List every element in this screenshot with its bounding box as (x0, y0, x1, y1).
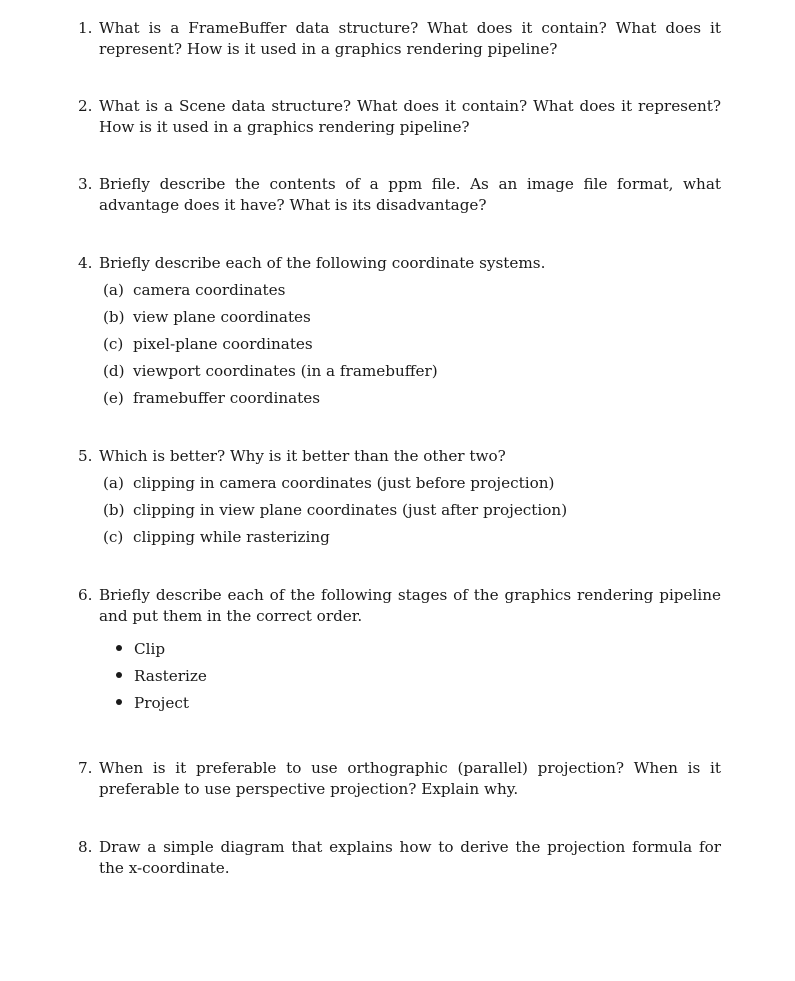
question-text: What is a Scene data structure? What does it contain? What does it represent? How is it used in a graphics rendering pipeline? (99, 97, 721, 136)
part-text: clipping in camera coordinates (just before projection) (133, 474, 555, 492)
question-1 (78, 18, 721, 59)
question-4-part-d (103, 361, 438, 382)
question-5-part-b (103, 500, 567, 521)
question-text: Which is better? Why is it better than the other two? (99, 447, 506, 465)
question-text: Briefly describe each of the following coordinate systems. (99, 254, 546, 272)
question-number: 1. (78, 19, 93, 37)
question-5-part-c (103, 527, 330, 548)
part-text: view plane coordinates (133, 308, 311, 326)
part-label: (e) (103, 389, 124, 407)
question-2 (78, 96, 721, 137)
part-label: (c) (103, 528, 124, 546)
bullet-item-rasterize (116, 666, 207, 687)
bullet-text: Clip (134, 640, 166, 658)
question-number: 5. (78, 447, 93, 465)
question-4-part-c (103, 334, 313, 355)
question-number: 8. (78, 838, 93, 856)
part-label: (b) (103, 308, 125, 326)
question-text: Briefly describe each of the following stages of the graphics rendering pipeline and put them in the correct order. (99, 586, 721, 625)
question-text: Briefly describe the contents of a ppm file. As an image file format, what advantage does it have? What is its disadvantage? (99, 175, 721, 214)
question-3 (78, 174, 721, 215)
question-4-part-a (103, 280, 285, 301)
part-text: viewport coordinates (in a framebuffer) (133, 362, 438, 380)
bullet-item-clip (116, 639, 165, 660)
question-number: 7. (78, 759, 93, 777)
question-number: 6. (78, 586, 93, 604)
bullet-text: Rasterize (134, 667, 207, 685)
bullet-text: Project (134, 694, 189, 712)
part-label: (a) (103, 281, 124, 299)
question-text: What is a FrameBuffer data structure? What does it contain? What does it represent? How is it used in a graphics rendering pipeline? (99, 19, 721, 58)
question-4-part-e (103, 388, 320, 409)
question-text: When is it preferable to use orthographic (parallel) projection? When is it preferable to use perspective projection? Explain why. (99, 759, 721, 798)
question-7 (78, 758, 721, 799)
bullet-icon (116, 699, 122, 705)
bullet-icon (116, 645, 122, 651)
question-6 (78, 585, 721, 626)
part-text: clipping while rasterizing (133, 528, 330, 546)
question-5-part-a (103, 473, 554, 494)
part-text: pixel-plane coordinates (133, 335, 313, 353)
question-8 (78, 837, 721, 878)
part-text: camera coordinates (133, 281, 286, 299)
question-4 (78, 253, 721, 274)
question-number: 3. (78, 175, 93, 193)
question-number: 4. (78, 254, 93, 272)
question-5 (78, 446, 721, 467)
part-label: (d) (103, 362, 125, 380)
question-text: Draw a simple diagram that explains how to derive the projection formula for the x-coordinate. (99, 838, 721, 877)
part-text: clipping in view plane coordinates (just after projection) (133, 501, 568, 519)
question-number: 2. (78, 97, 93, 115)
part-label: (c) (103, 335, 124, 353)
question-4-part-b (103, 307, 311, 328)
bullet-item-project (116, 693, 189, 714)
part-text: framebuffer coordinates (133, 389, 321, 407)
bullet-icon (116, 672, 122, 678)
part-label: (a) (103, 474, 124, 492)
part-label: (b) (103, 501, 125, 519)
